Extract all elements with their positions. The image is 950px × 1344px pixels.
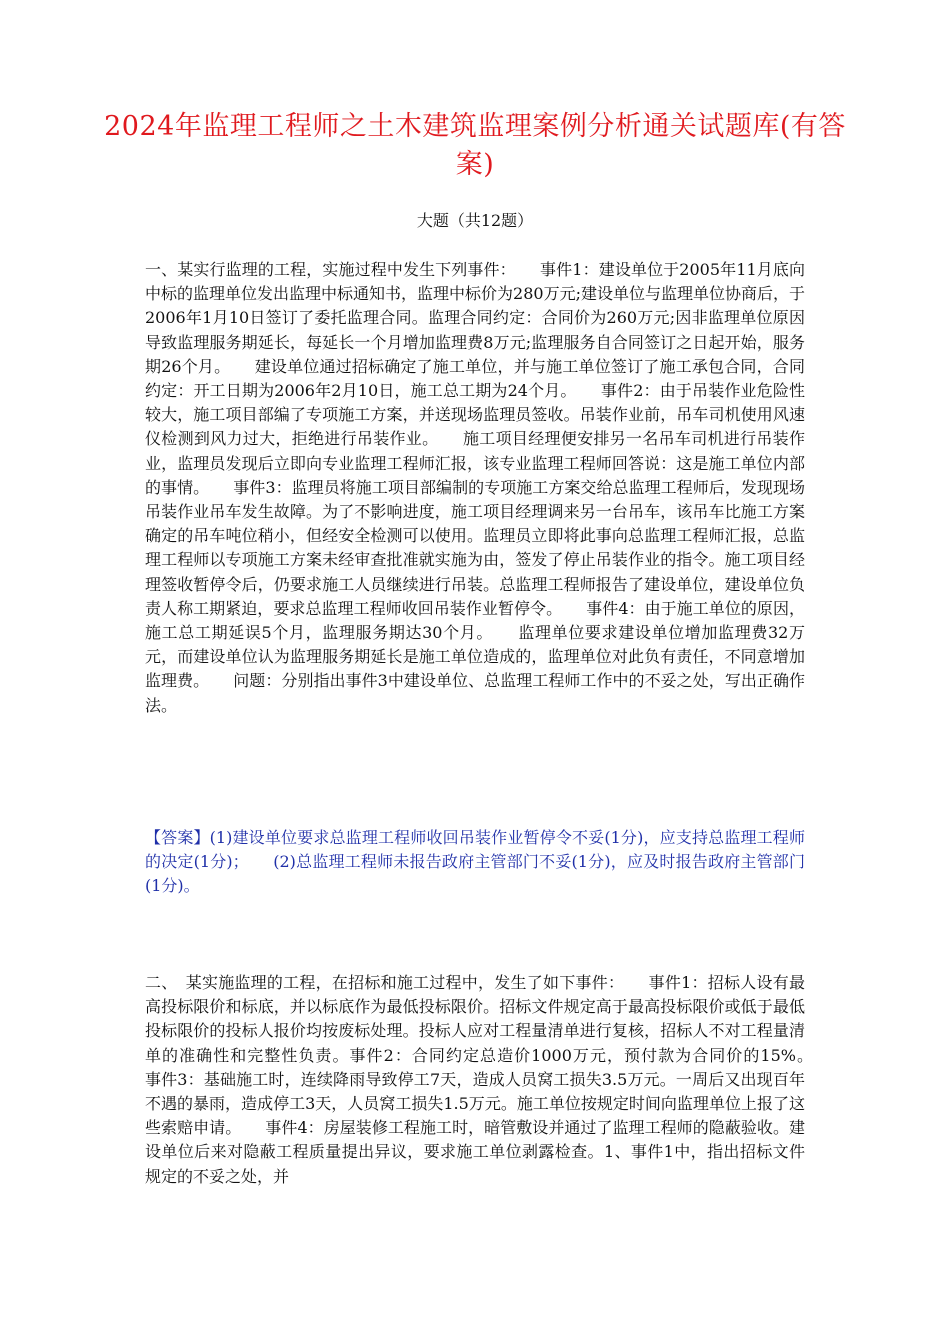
answer-label: 【答案】: [145, 828, 210, 847]
answer-text: (1)建设单位要求总监理工程师收回吊装作业暂停令不妥(1分)，应支持总监理工程师的决定(1分)； (2)总监理工程师未报告政府主管部门不妥(1分)，应及时报告政府主管部门(1分)。: [145, 828, 805, 896]
question-2-text: 二、 某实施监理的工程，在招标和施工过程中，发生了如下事件： 事件1：招标人设有最高投标限价和标底，并以标底作为最低投标限价。招标文件规定高于最高投标限价或低于最低投标限价的投标人报价均按废标处理。投标人应对工程量清单进行复核，招标人不对工程量清单的准确性和完整性负责。事件2：合同约定总造价1000万元，预付款为合同价的15%。 事件3：基础施工时，连续降雨导致停工7天，造成人员窝工损失3.5万元。一周后又出现百年不遇的暴雨，造成停工3天，人员窝工损失1.5万元。施工单位按规定时间向监理单位上报了这些索赔申请。 事件4：房屋装修工程施工时，暗管敷设并通过了监理工程师的隐蔽验收。建设单位后来对隐蔽工程质量提出异议，要求施工单位剥露检查。1、事件1中，指出招标文件规定的不妥之处，并: [145, 973, 838, 1186]
page-title: 2024年监理工程师之土木建筑监理案例分析通关试题库(有答案): [104, 111, 846, 180]
section-header: 大题（共12题）: [416, 211, 534, 230]
question-1-text: 一、某实行监理的工程，实施过程中发生下列事件： 事件1：建设单位于2005年11月底向中标的监理单位发出监理中标通知书，监理中标价为280万元;建设单位与监理单位协商后，于2006年1月10日签订了委托监理合同。监理合同约定：合同价为260万元;因非监理单位原因导致监理服务期延长，每延长一个月增加监理费8万元;监理服务自合同签订之日起开始，服务期26个月。 建设单位通过招标确定了施工单位，并与施工单位签订了施工承包合同，合同约定：开工日期为2006年2月10日，施工总工期为24个月。 事件2：由于吊装作业危险性较大，施工项目部编了专项施工方案，并送现场监理员签收。吊装作业前，吊车司机使用风速仪检测到风力过大，拒绝进行吊装作业。 施工项目经理便安排另一名吊车司机进行吊装作业，监理员发现后立即向专业监理工程师汇报，该专业监理工程师回答说：这是施工单位内部的事情。 事件3：监理员将施工项目部编制的专项施工方案交给总监理工程师后，发现现场吊装作业吊车发生故障。为了不影响进度，施工项目经理调来另一台吊车，该吊车比施工方案确定的吊车吨位稍小，但经安全检测可以使用。监理员立即将此事向总监理工程师汇报，总监理工程师以专项施工方案未经审查批准就实施为由，签发了停止吊装作业的指令。施工项目经理签收暂停令后，仍要求施工人员继续进行吊装。总监理工程师报告了建设单位，建设单位负责人称工期紧迫，要求总监理工程师收回吊装作业暂停令。 事件4：由于施工单位的原因，施工总工期延误5个月，监理服务期达30个月。 监理单位要求建设单位增加监理费32万元，而建设单位认为监理服务期延长是施工单位造成的，监理单位对此负有责任，不同意增加监理费。 问题：分别指出事件3中建设单位、总监理工程师工作中的不妥之处，写出正确作法。: [145, 260, 805, 715]
question-1-answer: [145, 826, 805, 899]
